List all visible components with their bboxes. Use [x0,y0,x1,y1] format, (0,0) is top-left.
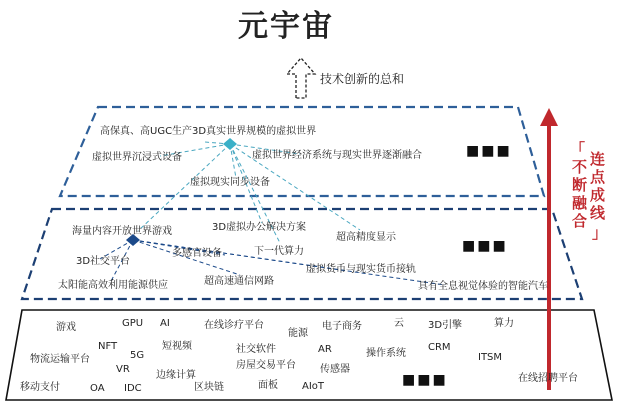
middle-item: 海量内容开放世界游戏 [72,226,172,237]
side-arrow-head [540,108,558,126]
top-node [223,138,237,150]
bottom-item: 操作系统 [366,348,406,359]
middle-item: 3D社交平台 [76,256,131,267]
bottom-item: 能源 [288,328,308,339]
top-item: 虚拟世界经济系统与现实世界逐渐融合 [252,150,422,161]
bottom-item: 游戏 [56,322,76,333]
bottom-item: AR [318,344,332,355]
side-char: 不 [572,158,588,176]
bottom-item: 房屋交易平台 [236,360,296,371]
side-bracket-bottom: 」 [592,224,608,242]
top-item: 虚拟世界沉浸式设备 [92,152,182,163]
bottom-item: 移动支付 [20,382,60,393]
bottom-item: AI [160,318,170,329]
bottom-item: 物流运输平台 [30,354,90,365]
bottom-item: 区块链 [194,382,224,393]
side-char: 点 [590,168,606,186]
top-ellipsis: ■■■ [466,143,512,159]
side-char: 线 [590,204,606,222]
middle-item: 超高速通信网路 [204,276,274,287]
middle-item: 具有全息视觉体验的智能汽车 [418,281,548,292]
side-char: 断 [572,176,588,194]
hollow-up-arrow [287,58,315,98]
side-col-1 [590,150,606,222]
bottom-item: 5G [130,350,145,361]
bottom-item: 传感器 [320,364,350,375]
page-title: 元宇宙 [238,9,334,44]
bottom-item: 社交软件 [236,344,276,355]
bottom-ellipsis: ■■■ [402,372,448,388]
bottom-item: 电子商务 [322,321,362,332]
side-char: 连 [590,150,606,168]
bottom-item: 面板 [258,380,278,391]
arrow-label: 技术创新的总和 [320,72,405,86]
side-bracket-top: 「 [570,140,586,158]
side-char: 成 [590,186,606,204]
middle-item: 下一代算力 [254,246,304,257]
middle-ellipsis: ■■■ [462,238,508,254]
bottom-item: 算力 [494,318,514,329]
middle-item: 3D虚拟办公解决方案 [212,222,307,233]
bottom-item: 在线招聘平台 [518,373,578,384]
bottom-item: VR [116,364,130,375]
middle-item: 虚拟货币与现实货币接轨 [306,264,416,275]
bottom-item: 3D引擎 [428,320,463,331]
bottom-item: NFT [98,341,118,352]
side-char: 合 [572,212,588,230]
bottom-item: 短视频 [162,341,192,352]
bottom-item: 边缘计算 [156,370,196,381]
bottom-item: ITSM [478,352,503,363]
bottom-item: OA [90,383,105,394]
middle-item: 太阳能高效利用能源供应 [58,280,168,291]
bottom-item: CRM [428,342,451,353]
middle-item: 超高精度显示 [336,232,396,243]
middle-item: 多感官设备 [172,248,222,259]
bottom-item: 在线诊疗平台 [204,320,264,331]
bottom-item: AIoT [302,381,325,392]
top-item: 高保真、高UGC生产3D真实世界规模的虚拟世界 [100,126,317,137]
side-col-2 [572,158,588,230]
bottom-item: GPU [122,318,144,329]
top-item: 虚拟现实同步设备 [190,177,270,188]
side-char: 融 [572,194,588,212]
bottom-item: IDC [124,383,142,394]
bottom-item: 云 [394,318,404,329]
